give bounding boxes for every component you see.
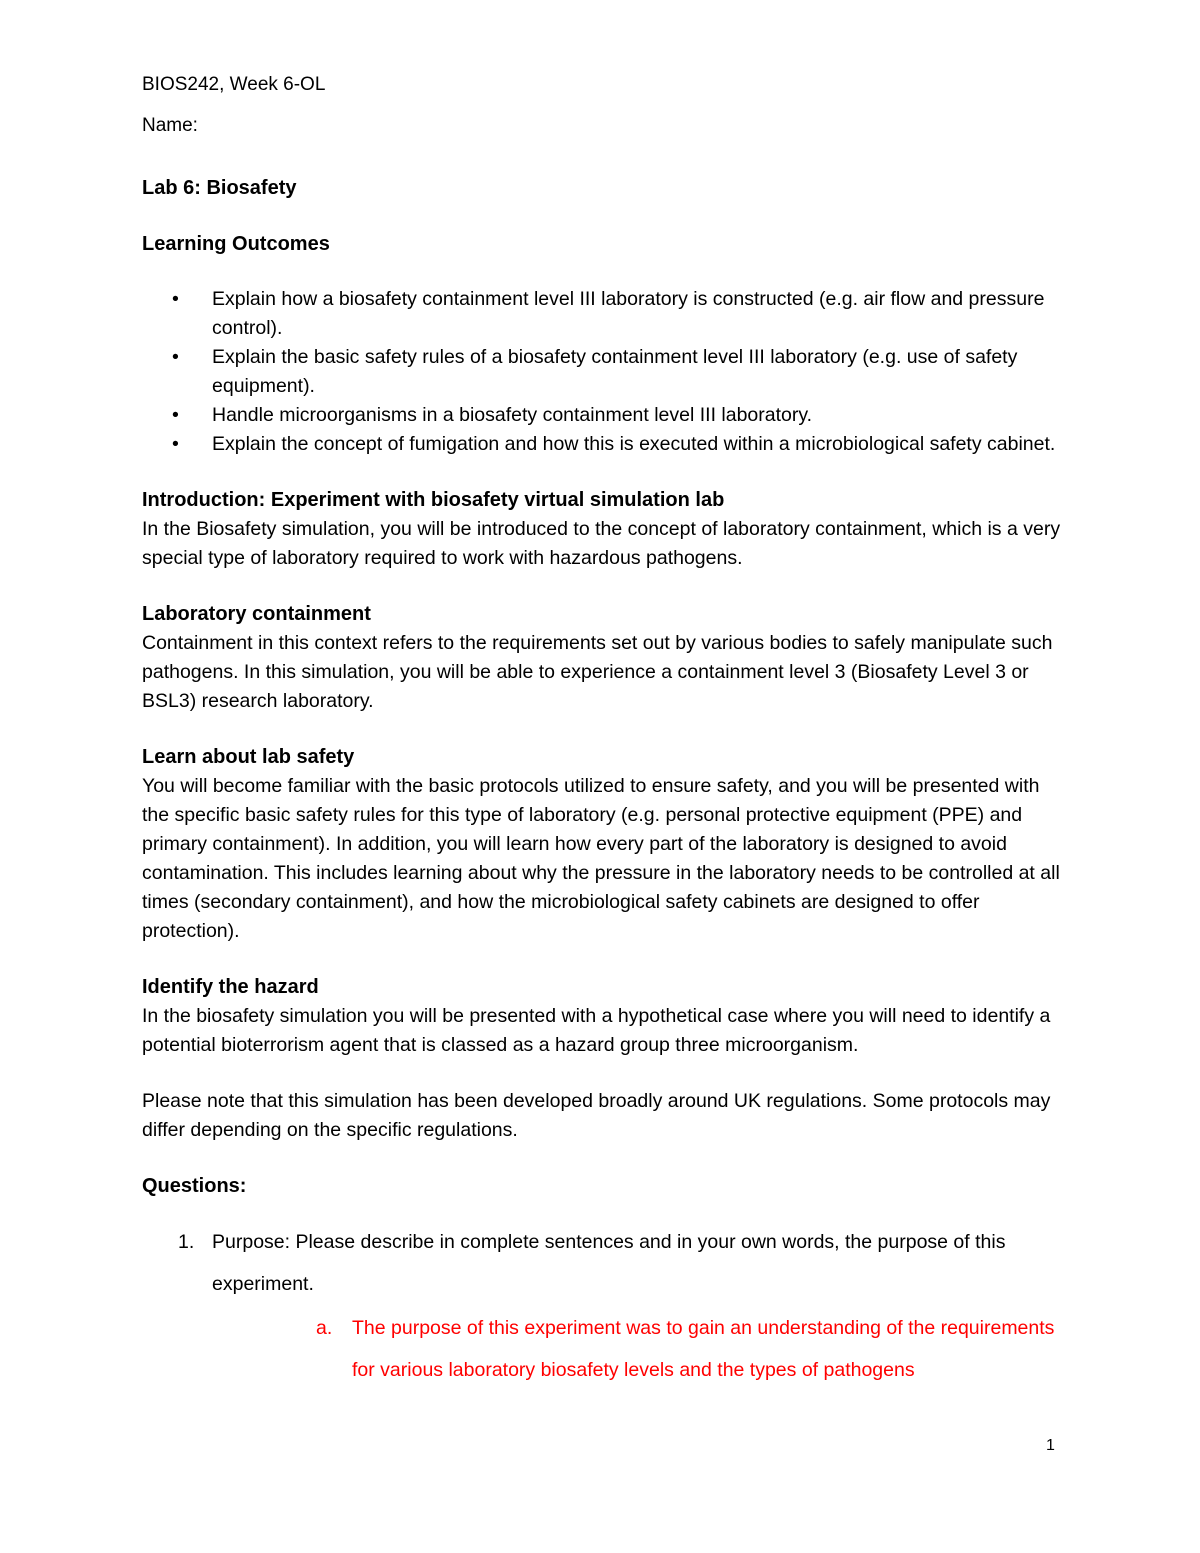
answer-item [212,1307,1062,1391]
page-content [142,70,1062,1391]
bullet-icon: • [172,433,179,455]
list-item [142,401,1062,430]
laboratory-containment-section [142,600,1062,716]
identify-hazard-section [142,973,1062,1060]
questions-list [142,1221,1062,1391]
section-heading: Introduction: Experiment with biosafety virtual simulation lab [142,489,725,511]
question-text: Purpose: Please describe in complete sentences and in your own words, the purpose of this experiment. [212,1231,1006,1295]
bullet-icon: • [172,404,179,426]
lab-safety-section [142,743,1062,946]
introduction-section [142,486,1062,573]
section-heading: Learn about lab safety [142,746,355,768]
lab-title: Lab 6: Biosafety [142,177,297,199]
bullet-icon: • [172,288,179,310]
question-item [142,1221,1062,1391]
section-body: Containment in this context refers to the requirements set out by various bodies to safely manipulate such pathogens. In this simulation, you will be able to experience a containment level 3 (Biosafety Level 3 or BSL3) research laboratory. [142,632,1053,712]
outcome-text: Handle microorganisms in a biosafety containment level III laboratory. [212,404,813,426]
list-item [142,430,1062,459]
outcome-text: Explain the concept of fumigation and how this is executed within a microbiological safety cabinet. [212,433,1056,455]
list-item [142,285,1062,343]
course-header: BIOS242, Week 6-OL [142,74,326,95]
section-heading: Identify the hazard [142,976,319,998]
bullet-icon: • [172,346,179,368]
outcome-text: Explain how a biosafety containment level III laboratory is constructed (e.g. air flow and pressure control). [212,288,1045,339]
section-heading: Laboratory containment [142,603,371,625]
section-body: In the biosafety simulation you will be presented with a hypothetical case where you will need to identify a potential bioterrorism agent that is classed as a hazard group three microorganism. [142,1005,1051,1056]
questions-heading: Questions: [142,1175,247,1197]
answer-letter: a. [316,1317,333,1339]
outcome-text: Explain the basic safety rules of a biosafety containment level III laboratory (e.g. use of safety equipment). [212,346,1018,397]
answer-text: The purpose of this experiment was to gain an understanding of the requirements for various laboratory biosafety levels and the types of pathogens [352,1317,1055,1381]
regulations-note: Please note that this simulation has been developed broadly around UK regulations. Some protocols may differ depending on the specific regulations. [142,1090,1051,1141]
learning-outcomes-list [142,285,1062,459]
section-body: In the Biosafety simulation, you will be introduced to the concept of laboratory containment, which is a very special type of laboratory required to work with hazardous pathogens. [142,518,1061,569]
section-body: You will become familiar with the basic protocols utilized to ensure safety, and you will be presented with the specific basic safety rules for this type of laboratory (e.g. personal protective equipment (PPE) and primary containment). In addition, you will learn how every part of the laboratory is designed to avoid contamination. This includes learning about why the pressure in the laboratory needs to be controlled at all times (secondary containment), and how the microbiological safety cabinets are designed to offer protection). [142,775,1060,942]
list-item [142,343,1062,401]
name-label: Name: [142,115,198,136]
page-number: 1 [1046,1437,1055,1454]
learning-outcomes-heading: Learning Outcomes [142,233,330,255]
question-number: 1. [178,1231,195,1253]
